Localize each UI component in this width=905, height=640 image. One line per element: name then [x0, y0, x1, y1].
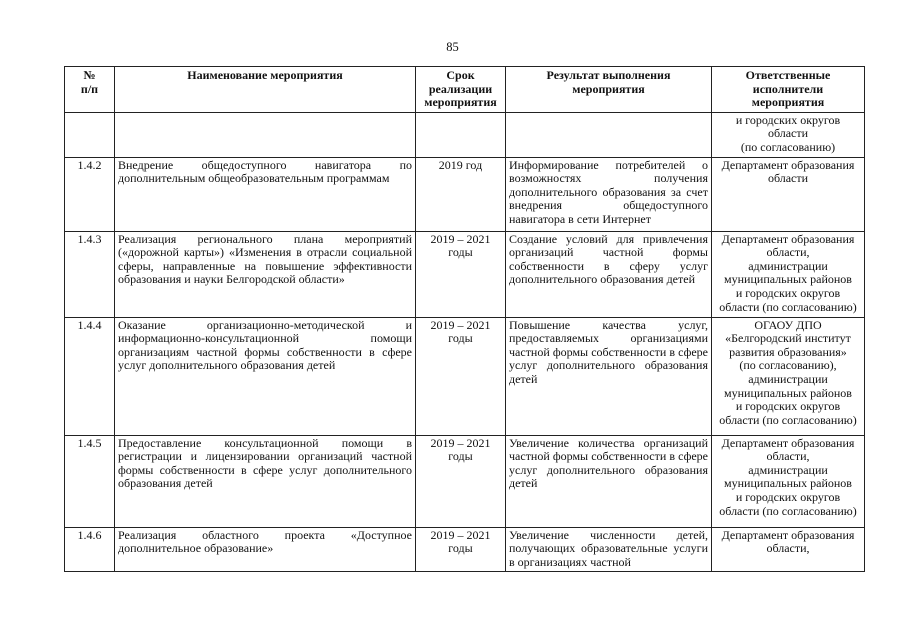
row-activity-name: Реализация регионального плана мероприятий («дорожной карты») «Изменения в отрасли социальной сферы, направленные на повышение эффективности образования и науки Белгородской области» — [115, 231, 416, 317]
row-term: 2019 год — [416, 157, 506, 231]
row-term: 2019 – 2021 годы — [416, 317, 506, 435]
header-responsible: Ответственные исполнители мероприятия — [712, 67, 865, 113]
table-row — [65, 527, 865, 572]
header-result: Результат выполнения мероприятия — [506, 67, 712, 113]
row-number — [65, 112, 115, 157]
row-term: 2019 – 2021 годы — [416, 435, 506, 527]
row-activity-name — [115, 112, 416, 157]
row-responsible: Департамент образования области, администрации муниципальных районов и городских округов области (по согласованию) — [712, 435, 865, 527]
row-result: Повышение качества услуг, предоставляемых организациями частной формы собственности в сфере услуг дополнительного образования детей — [506, 317, 712, 435]
activities-table — [64, 66, 865, 572]
table-row — [65, 112, 865, 157]
row-responsible: ОГАОУ ДПО «Белгородский институт развития образования» (по согласованию), администрации муниципальных районов и городских округов области (по согласованию) — [712, 317, 865, 435]
table-row — [65, 317, 865, 435]
row-activity-name: Оказание организационно-методической и информационно-консультационной помощи организациям частной формы собственности в сфере услуг дополнительного образования детей — [115, 317, 416, 435]
row-result — [506, 112, 712, 157]
row-activity-name: Реализация областного проекта «Доступное дополнительное образование» — [115, 527, 416, 572]
header-term: Срок реализации мероприятия — [416, 67, 506, 113]
table-row — [65, 435, 865, 527]
row-activity-name: Предоставление консультационной помощи в регистрации и лицензировании организаций частной формы собственности в сфере услуг дополнительного образования детей — [115, 435, 416, 527]
row-responsible: Департамент образования области, — [712, 527, 865, 572]
table-row — [65, 157, 865, 231]
row-number: 1.4.2 — [65, 157, 115, 231]
row-result: Информирование потребителей о возможностях получения дополнительного образования за счет внедрения общедоступного навигатора в сети Интернет — [506, 157, 712, 231]
row-responsible: Департамент образования области, администрации муниципальных районов и городских округов области (по согласованию) — [712, 231, 865, 317]
table-header-row — [65, 67, 865, 113]
row-number: 1.4.6 — [65, 527, 115, 572]
header-number: № п/п — [65, 67, 115, 113]
row-number: 1.4.5 — [65, 435, 115, 527]
row-term — [416, 112, 506, 157]
row-number: 1.4.4 — [65, 317, 115, 435]
row-responsible: Департамент образования области — [712, 157, 865, 231]
row-term: 2019 – 2021 годы — [416, 527, 506, 572]
table-row — [65, 231, 865, 317]
page-number: 85 — [446, 40, 459, 54]
row-number: 1.4.3 — [65, 231, 115, 317]
header-activity-name: Наименование мероприятия — [115, 67, 416, 113]
row-term: 2019 – 2021 годы — [416, 231, 506, 317]
row-responsible: и городских округов области (по согласованию) — [712, 112, 865, 157]
row-result: Создание условий для привлечения организаций частной формы собственности в сферу услуг дополнительного образования детей — [506, 231, 712, 317]
row-result: Увеличение численности детей, получающих образовательные услуги в организациях частной — [506, 527, 712, 572]
row-activity-name: Внедрение общедоступного навигатора по дополнительным общеобразовательным программам — [115, 157, 416, 231]
row-result: Увеличение количества организаций частной формы собственности в сфере услуг дополнительного образования детей — [506, 435, 712, 527]
